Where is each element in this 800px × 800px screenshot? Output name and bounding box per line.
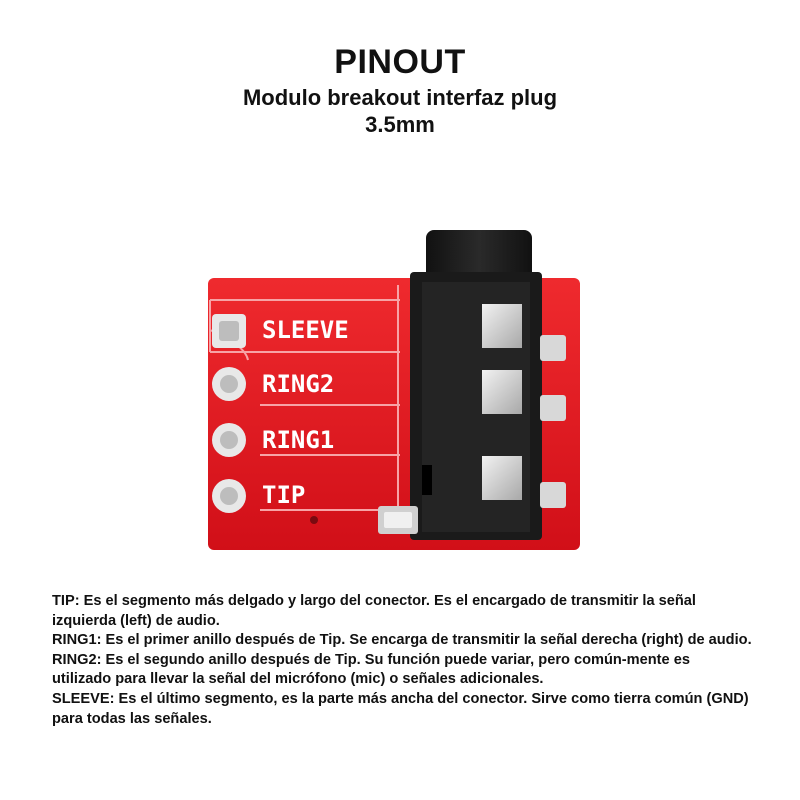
jack-pad-2 xyxy=(482,370,522,414)
page-title: PINOUT xyxy=(334,43,466,81)
description-tip: TIP: Es el segmento más delgado y largo del conector. Es el encargado de transmitir la señal izquierda (left) de audio. xyxy=(52,593,696,629)
pin-label-sleeve: SLEEVE xyxy=(262,316,349,344)
via-hole xyxy=(310,516,318,524)
page-subtitle: Modulo breakout interfaz plug xyxy=(242,85,558,110)
pin-descriptions xyxy=(52,592,752,729)
pin-label-ring1: RING1 xyxy=(262,426,335,454)
pin-label-tip: TIP xyxy=(262,481,306,509)
jack-pad-1 xyxy=(482,304,522,348)
header xyxy=(0,40,800,138)
jack-pad-3 xyxy=(482,456,522,500)
breakout-board-image xyxy=(190,210,610,570)
description-ring2: RING2: Es el segundo anillo después de Tip. Su función puede variar, pero común-mente es utilizado para llevar la señal del micrófono (mic) o señales adicionales. xyxy=(52,651,690,688)
page-subtitle-line2: 3.5mm xyxy=(365,112,435,137)
description-sleeve: SLEEVE: Es el último segmento, es la parte más ancha del conector. Sirve como tierra común (GND) para todas las señales. xyxy=(52,690,749,727)
description-ring1: RING1: Es el primer anillo después de Tip. Se encarga de transmitir la señal derecha (right) de audio. xyxy=(52,632,752,649)
pin-label-ring2: RING2 xyxy=(262,370,335,398)
